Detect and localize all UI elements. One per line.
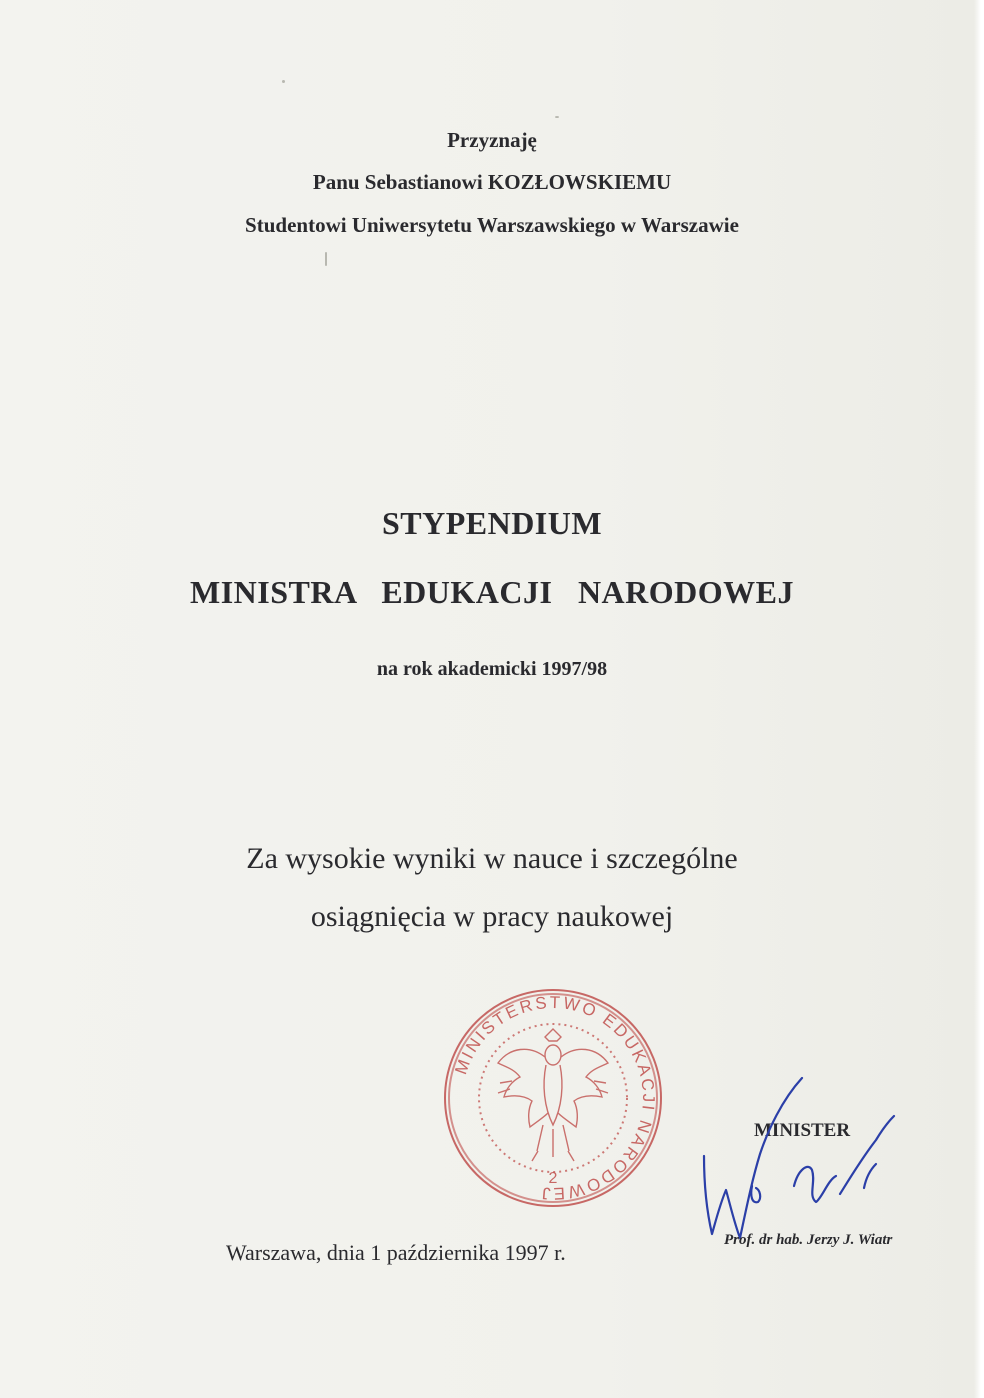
- seal-number: 2: [548, 1170, 558, 1187]
- eagle-emblem-icon: [498, 1029, 608, 1161]
- header-recipient-line: Panu Sebastianowi KOZŁOWSKIEMU: [312, 170, 672, 194]
- minister-name: Prof. dr hab. Jerzy J. Wiatr: [724, 1232, 893, 1248]
- minister-title: MINISTER: [754, 1120, 851, 1141]
- reason-line-1: Za wysokie wyniki w nauce i szczególne: [246, 842, 738, 875]
- seal-text: MINISTERSTWO EDUKACJI NARODOWEJ: [451, 992, 659, 1204]
- page-edge: [974, 0, 984, 1398]
- reason-line-2: osiągnięcia w pracy naukowej: [310, 900, 674, 933]
- award-title: STYPENDIUM: [381, 505, 603, 541]
- paper-speck: [282, 80, 285, 83]
- issue-date: Warszawa, dnia 1 października 1997 r.: [226, 1240, 566, 1265]
- award-subtitle: MINISTRA EDUKACJI NARODOWEJ: [190, 574, 794, 610]
- official-seal-stamp: [440, 985, 666, 1211]
- header-grant-line: Przyznaję: [447, 128, 537, 152]
- header-affiliation-line: Studentowi Uniwersytetu Warszawskiego w Warszawie: [245, 213, 739, 237]
- award-period: na rok akademicki 1997/98: [376, 658, 608, 680]
- paper-speck: [555, 116, 559, 118]
- paper-speck: [325, 252, 327, 266]
